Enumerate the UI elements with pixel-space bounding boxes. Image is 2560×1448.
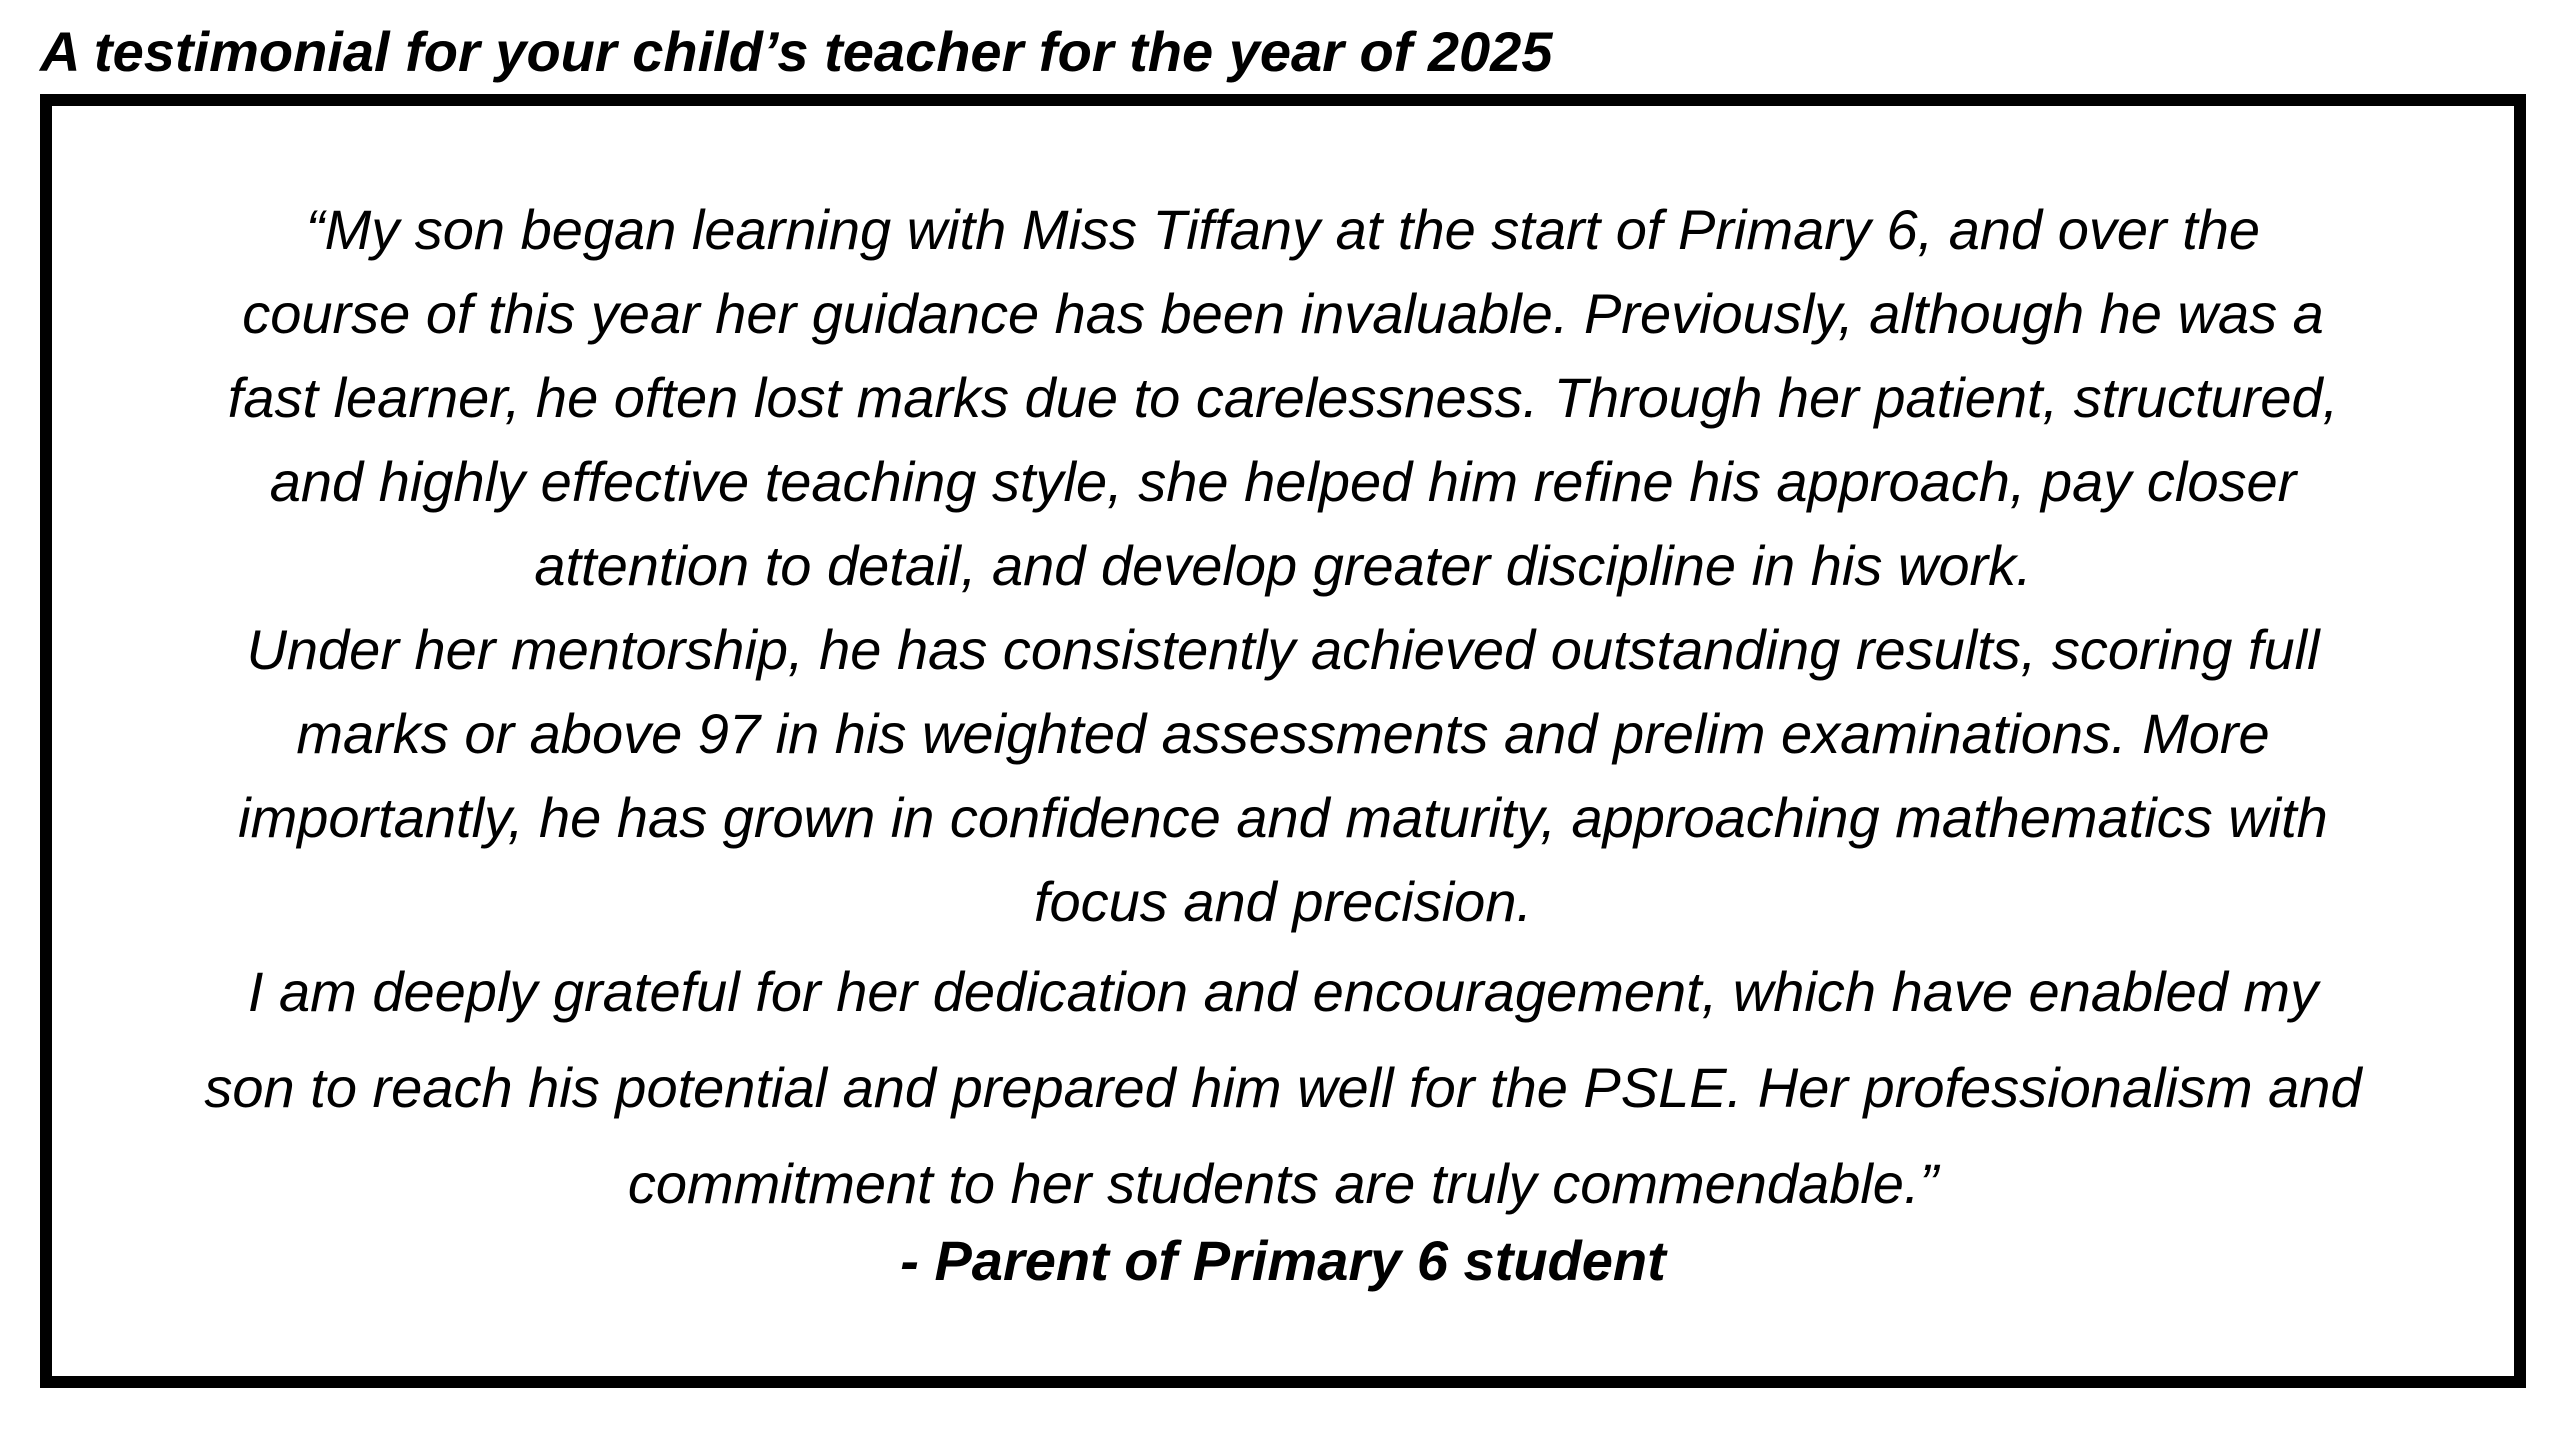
page-heading: A testimonial for your child’s teacher for the year of 2025 <box>40 20 1553 83</box>
quote-line-7: marks or above 97 in his weighted assessments and prelim examinations. More <box>296 702 2270 765</box>
quote-line-3: fast learner, he often lost marks due to carelessness. Through her patient, structured, <box>227 366 2339 429</box>
quote-line-1: “My son began learning with Miss Tiffany at the start of Primary 6, and over the <box>305 198 2261 261</box>
testimonial-quote <box>80 188 2486 1232</box>
quote-line-2: course of this year her guidance has been invaluable. Previously, although he was a <box>242 282 2324 345</box>
quote-line-12: commitment to her students are truly commendable.” <box>627 1152 1939 1215</box>
testimonial-box <box>40 94 2526 1388</box>
quote-line-11: son to reach his potential and prepared him well for the PSLE. Her professionalism and <box>204 1056 2362 1119</box>
quote-line-8: importantly, he has grown in confidence and maturity, approaching mathematics with <box>238 786 2328 849</box>
quote-line-4: and highly effective teaching style, she helped him refine his approach, pay closer <box>269 450 2297 513</box>
quote-line-5: attention to detail, and develop greater discipline in his work. <box>534 534 2032 597</box>
quote-line-10: I am deeply grateful for her dedication and encouragement, which have enabled my <box>247 960 2319 1023</box>
testimonial-attribution: - Parent of Primary 6 student <box>900 1229 1666 1292</box>
quote-line-9: focus and precision. <box>1033 870 1533 933</box>
quote-line-6: Under her mentorship, he has consistently achieved outstanding results, scoring full <box>246 618 2320 681</box>
